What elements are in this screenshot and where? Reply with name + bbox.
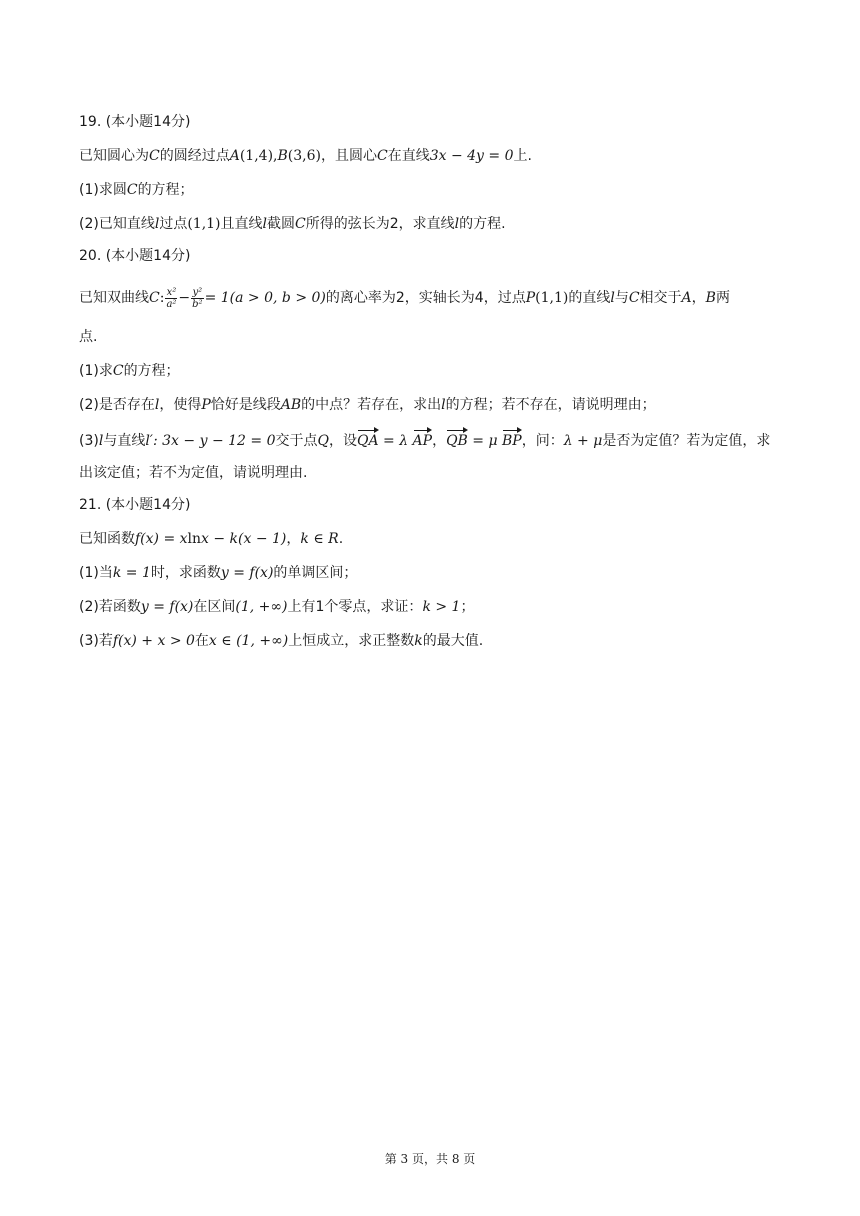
vector-QB: QB [446, 430, 468, 450]
q19-stem: 已知圆心为C的圆经过点A(1,4),B(3,6)，且圆心C在直线3x − 4y = 0上. [79, 148, 532, 164]
q20-stem: 已知双曲线C: $\frac{\text{x²}}{\text{a²}}$ − $\frac{\text{y²}}{\text{b²}}$ = 1(a > 0, b > 0)的离心率为2，实轴长为4，过点P(1,1)的直线l与C相交于A，B两 [79, 286, 730, 310]
q20-part2: (2)是否存在l，使得P恰好是线段AB的中点？若存在，求出l的方程；若不存在，请说明理由； [79, 397, 656, 413]
q21-part3: (3)若f(x) + x > 0在x ∈ (1, +∞)上恒成立，求正整数k的最大值. [79, 633, 484, 649]
q21-part2: (2)若函数y = f(x)在区间(1, +∞)上有1个零点，求证：k > 1； [79, 599, 475, 615]
q21-stem: 已知函数f(x) = xlnx − k(x − 1)，k ∈ R. [79, 531, 344, 547]
vector-BP: BP [502, 430, 522, 450]
q19-part2: (2)已知直线l过点(1,1)且直线l截圆C所得的弦长为2，求直线l的方程. [79, 216, 506, 232]
q20-part1: (1)求C的方程； [79, 363, 180, 379]
q20-part3-continued: 出该定值；若不为定值，请说明理由. [79, 465, 308, 481]
fraction-y2-b2: $\frac{\text{y²}}{\text{b²}}$ [192, 286, 203, 310]
page-footer: 第 3 页，共 8 页 [384, 1152, 476, 1166]
q20-part3: (3)l与直线l′: 3x − y − 12 = 0交于点Q，设QA = λ AP，QB = μ BP，问：λ + μ是否为定值？若为定值，求 [79, 430, 770, 450]
q21-part1: (1)当k = 1时，求函数y = f(x)的单调区间； [79, 565, 358, 581]
q21-header: 21. (本小题14分) [79, 497, 191, 513]
q20-stem-continued: 点. [79, 329, 98, 345]
fraction-x2-a2: $\frac{\text{x²}}{\text{a²}}$ [166, 286, 177, 310]
q19-header: 19. (本小题14分) [79, 114, 191, 130]
q20-header: 20. (本小题14分) [79, 248, 191, 264]
vector-AP: AP [413, 430, 433, 450]
q19-part1: (1)求圆C的方程； [79, 182, 194, 198]
vector-QA: QA [357, 430, 379, 450]
